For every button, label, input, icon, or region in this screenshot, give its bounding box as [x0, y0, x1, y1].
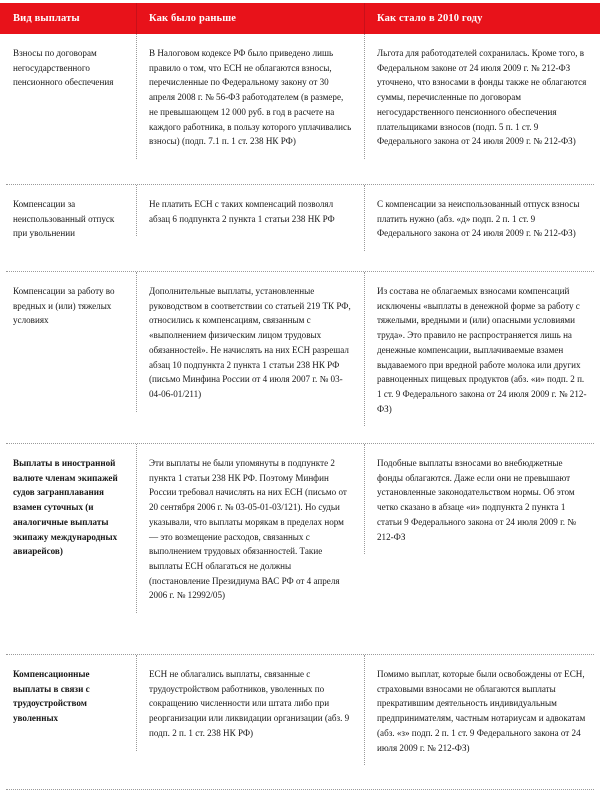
table-cell-before — [136, 185, 364, 236]
payment-type-text: Взносы по договорам негосударственного пенсионного обеспечения — [13, 48, 114, 88]
payment-type-text: Компенсационные выплаты в связи с трудоустройством уволенных — [13, 669, 90, 724]
table-cell-before — [136, 272, 364, 412]
table-cell-before — [136, 444, 364, 613]
table-cell-payment-type — [0, 185, 136, 251]
after-text: Льгота для работодателей сохранилась. Кроме того, в Федеральном законе от 24 июля 2009 г. № 212-ФЗ уточнено, что взносами в фонды также не облагаются суммы, перечисленные по договорам негосударственного пенсионного обеспечения плательщиками взносов (подп. 5 п. 1 ст. 9 Федерального закона от 24 июля 2009 г. № 212-ФЗ) — [377, 48, 587, 147]
after-text: Из состава не облагаемых взносами компенсаций исключены «выплаты в денежной форме за работу с тяжелыми, вредными и (или) опасными условиями труда». Это правило не распространяется лишь на денежные компенсации, выплачиваемые взамен выдаваемого при вредной работе молока или других равноценных пищевых продуктов (абз. «и» подп. 2 п. 1 ст. 9 Федерального закона от 24 июля 2009 г. № 212-ФЗ) — [377, 286, 587, 414]
after-text: С компенсации за неиспользованный отпуск взносы платить нужно (абз. «д» подп. 2 п. 1 ст. 9 Федерального закона от 24 июля 2009 г. № 212-ФЗ) — [377, 199, 580, 239]
table-cell-after — [364, 272, 600, 426]
payment-type-text: Выплаты в иностранной валюте членам экипажей судов загранплавания взамен суточных (и аналогичные выплаты экипажу международных авиарейсов) — [13, 458, 118, 557]
table-cell-before — [136, 34, 364, 159]
table-header-cell-before — [136, 3, 364, 34]
after-text: Помимо выплат, которые были освобождены от ЕСН, страховыми взносами не облагаются выплаты прекратившим деятельность индивидуальным предпринимателям, частным нотариусам и адвокатам (абз. «з» подп. 2 п. 1 ст. 9 Федерального закона от 24 июля 2009 г. № 212-ФЗ) — [377, 669, 586, 753]
table-header-row — [0, 3, 600, 34]
table-row — [0, 34, 600, 185]
table-cell-payment-type — [0, 444, 136, 569]
table-header-label-after: Как стало в 2010 году — [377, 13, 483, 24]
payment-type-text: Компенсации за работу во вредных и (или) тяжелых условиях — [13, 286, 115, 326]
table-header-cell-payment-type — [0, 3, 136, 34]
table-row — [0, 655, 600, 790]
table-cell-after — [364, 34, 600, 159]
payment-type-text: Компенсации за неиспользованный отпуск при увольнении — [13, 199, 115, 239]
table-body — [0, 34, 600, 791]
before-text: В Налоговом кодексе РФ было приведено лишь правило о том, что ЕСН не облагаются взносы, перечисленные по Федеральному закону от 30 апреля 2008 г. № 56-ФЗ работодателем (в размере, не превышающем 12 000 руб. в год в расчете на каждого работника, в пользу которого уплачивались взносы) (подп. 7.1 п. 1 ст. 238 НК РФ) — [149, 48, 352, 147]
table-cell-after — [364, 185, 600, 251]
table-cell-after — [364, 655, 600, 765]
before-text: Эти выплаты не были упомянуты в подпункте 2 пункта 1 статьи 238 НК РФ. Поэтому Минфин России требовал начислять на них ЕСН (письмо от 20 сентября 2006 г. № 03-05-01-03/121). Но судьи указывали, что выплаты морякам в пределах норм — это возмещение расходов, связанных с выполнением трудовых обязанностей. Такие выплаты ЕСН облагаться не должны (постановление Президиума ВАС РФ от 4 апреля 2006 г. № 12992/05) — [149, 458, 347, 601]
table-cell-before — [136, 655, 364, 751]
before-text: Дополнительные выплаты, установленные руководством в соответствии со статьей 219 ТК РФ, относились к компенсациям, связанным с «выполнением физическим лицом трудовых обязанностей». Не начислять на них ЕСН разрешал абзац 10 подпункта 2 пункта 1 статьи 238 НК РФ (письмо Минфина России от 4 июля 2007 г. № 03-04-06-01/211) — [149, 286, 351, 400]
after-text: Подобные выплаты взносами во внебюджетные фонды облагаются. Даже если они не превышают установленные законодательством нормы. Об этом четко сказано в абзаце «и» подпункта 2 пункта 1 статьи 9 Федерального закона от 24 июля 2009 г. № 212-ФЗ — [377, 458, 577, 542]
table-row — [0, 272, 600, 444]
table-header-cell-after — [364, 3, 600, 34]
table-row — [0, 185, 600, 272]
table-cell-payment-type — [0, 34, 136, 100]
before-text: ЕСН не облагались выплаты, связанные с трудоустройством работников, уволенных по сокращению численности или штата либо при реорганизации или ликвидации организации (абз. 9 подп. 2 п. 1 ст. 238 НК РФ) — [149, 669, 350, 738]
table-cell-after — [364, 444, 600, 554]
table-cell-payment-type — [0, 655, 136, 736]
table-header-label-before: Как было раньше — [149, 13, 237, 24]
table-row — [0, 444, 600, 655]
before-text: Не платить ЕСН с таких компенсаций позволял абзац 6 подпункта 2 пункта 1 статьи 238 НК РФ — [149, 199, 335, 224]
table-cell-payment-type — [0, 272, 136, 338]
table-header-label-payment-type: Вид выплаты — [13, 13, 80, 24]
